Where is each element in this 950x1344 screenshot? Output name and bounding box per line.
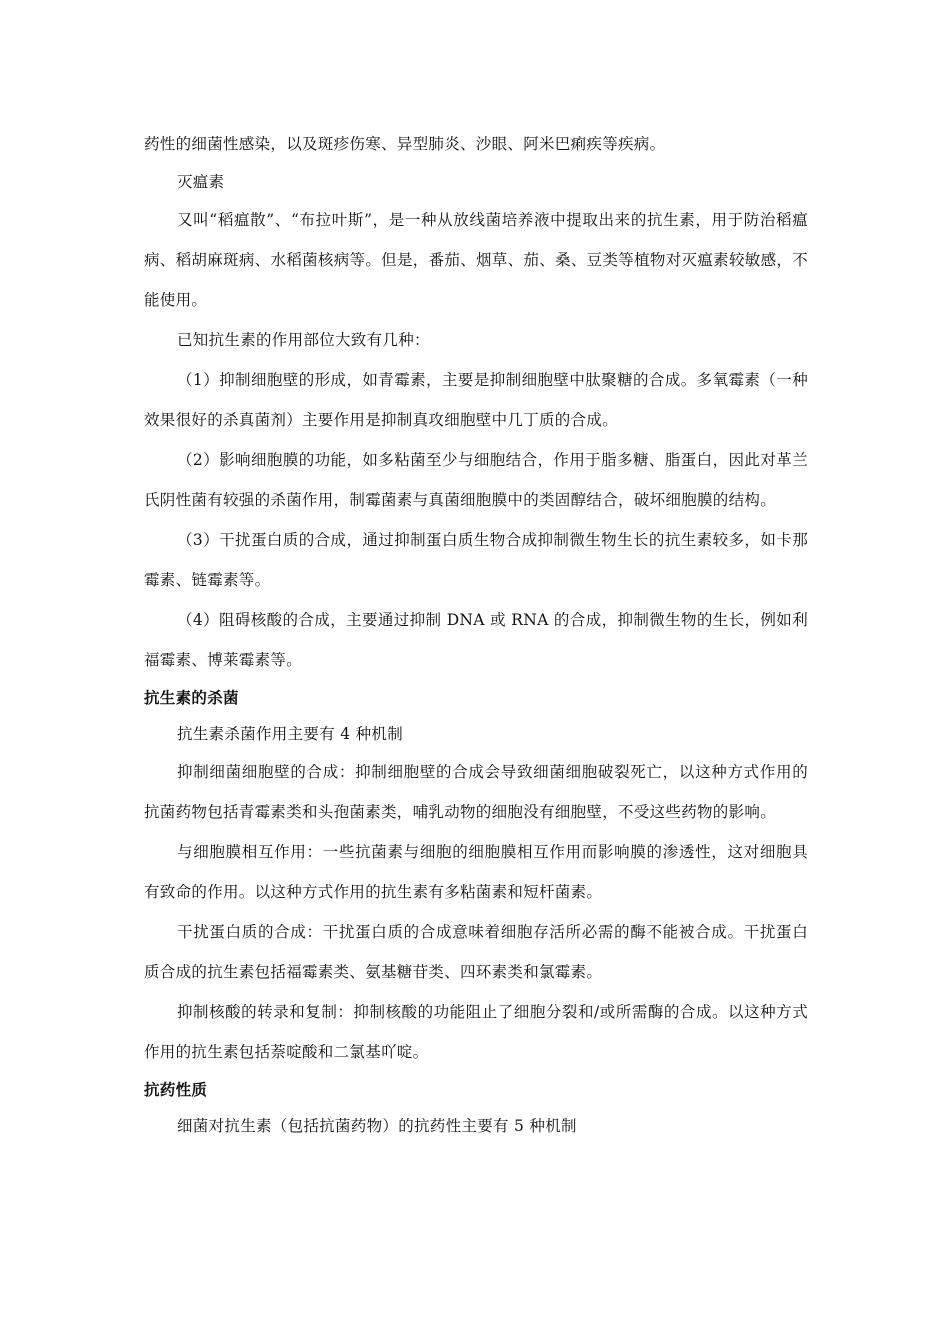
paragraph-cell-wall-synthesis: 抑制细菌细胞壁的合成：抑制细胞壁的合成会导致细菌细胞破裂死亡，以这种方式作用的抗菌药物包括青霉素类和头孢菌素类，哺乳动物的细胞没有细胞壁，不受这些药物的影响。	[144, 763, 808, 821]
paragraph-action-site-4: （4）阻碍核酸的合成，主要通过抑制 DNA 或 RNA 的合成，抑制微生物的生长，例如利福霉素、博莱霉素等。	[144, 611, 808, 669]
paragraph-protein-synthesis: 干扰蛋白质的合成：干扰蛋白质的合成意味着细胞存活所必需的酶不能被合成。干扰蛋白质合成的抗生素包括福霉素类、氨基糖苷类、四环素类和氯霉素。	[144, 923, 808, 981]
paragraph-blasticidin-description: 又叫“稻瘟散”、“布拉叶斯”，是一种从放线菌培养液中提取出来的抗生素，用于防治稻瘟病、稻胡麻斑病、水稻菌核病等。但是，番茄、烟草、茄、桑、豆类等植物对灭瘟素较敏感，不能使用。	[144, 211, 808, 309]
paragraph-resistance-mechanisms: 细菌对抗生素（包括抗菌药物）的抗药性主要有 5 种机制	[177, 1117, 577, 1135]
paragraph-action-site-2: （2）影响细胞膜的功能，如多粘菌至少与细胞结合，作用于脂多糖、脂蛋白，因此对革兰氏阴性菌有较强的杀菌作用，制霉菌素与真菌细胞膜中的类固醇结合，破坏细胞膜的结构。	[144, 451, 808, 509]
heading-antibiotic-bactericidal: 抗生素的杀菌	[144, 689, 239, 707]
paragraph-four-mechanisms: 抗生素杀菌作用主要有 4 种机制	[177, 725, 404, 743]
heading-drug-resistance: 抗药性质	[144, 1081, 208, 1099]
paragraph-action-site-1: （1）抑制细胞壁的形成，如青霉素，主要是抑制细胞壁中肽聚糖的合成。多氧霉素（一种效果很好的杀真菌剂）主要作用是抑制真攻细胞壁中几丁质的合成。	[144, 371, 808, 429]
paragraph-blasticidin-title: 灭瘟素	[177, 173, 225, 191]
paragraph-nucleic-acid: 抑制核酸的转录和复制：抑制核酸的功能阻止了细胞分裂和/或所需酶的合成。以这种方式作用的抗生素包括萘啶酸和二氯基吖啶。	[144, 1003, 808, 1061]
paragraph-cell-membrane-interaction: 与细胞膜相互作用：一些抗菌素与细胞的细胞膜相互作用而影响膜的渗透性，这对细胞具有致命的作用。以这种方式作用的抗生素有多粘菌素和短杆菌素。	[144, 843, 808, 901]
paragraph-diseases-continued: 药性的细菌性感染，以及斑疹伤寒、异型肺炎、沙眼、阿米巴痢疾等疾病。	[144, 135, 666, 153]
paragraph-action-site-3: （3）干扰蛋白质的合成，通过抑制蛋白质生物合成抑制微生物生长的抗生素较多，如卡那霉素、链霉素等。	[144, 531, 808, 589]
paragraph-action-sites-intro: 已知抗生素的作用部位大致有几种：	[177, 331, 430, 349]
